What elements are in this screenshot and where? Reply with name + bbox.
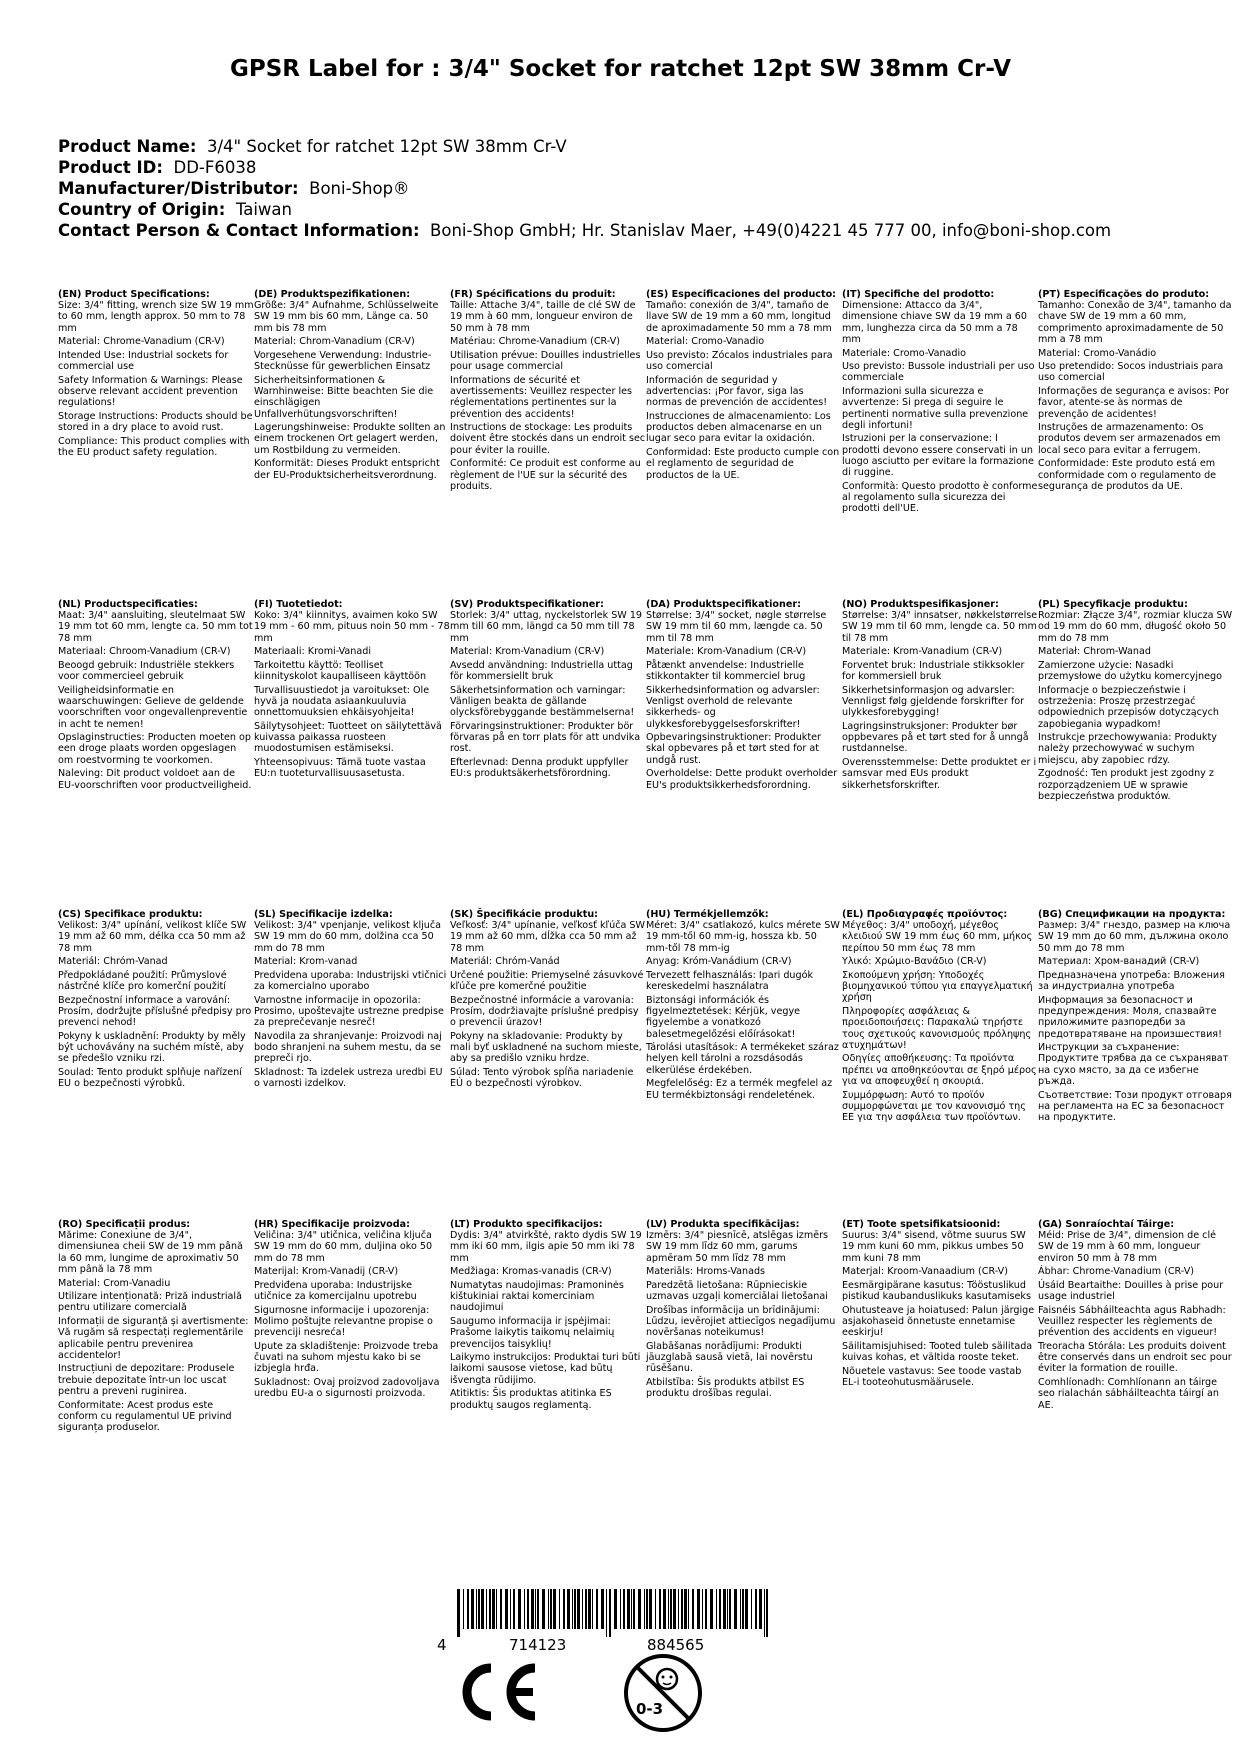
spec-paragraph: Οδηγίες αποθήκευσης: Τα προϊόντα πρέπει να αποθηκεύονται σε ξηρό μέρος για να αποφευχθεί η σκουριά. bbox=[842, 1053, 1037, 1087]
spec-paragraph: Conformidade: Este produto está em conformidade com o regulamento de segurança de produtos da UE. bbox=[1038, 458, 1217, 492]
barcode-bar bbox=[463, 1589, 464, 1629]
spec-paragraph: Πληροφορίες ασφάλειας & προειδοποιήσεις: Παρακαλώ τηρήστε τους σχετικούς κανονισμούς πρόληψης ατυχημάτων! bbox=[842, 1006, 1032, 1051]
spec-paragraph: Σκοπούμενη χρήση: Υποδοχές βιομηχανικού τύπου για επαγγελματική χρήση bbox=[842, 970, 1033, 1004]
spec-paragraph: Faisnéis Sábháilteachta agus Rabhadh: Veuillez respecter les règlements de prévention des accidents en vigueur! bbox=[1038, 1304, 1226, 1339]
spec-block-title: (CS) Specifikace produktu: bbox=[58, 909, 203, 920]
spec-paragraph: Sigurnosne informacije i upozorenja: Molimo poštujte relevantne propise o prevenciji nesreća! bbox=[254, 1304, 433, 1339]
barcode-bar bbox=[601, 1589, 604, 1629]
barcode-digits-right: 884565 bbox=[647, 1636, 705, 1654]
barcode-bar bbox=[646, 1589, 648, 1629]
spec-block-title: (NO) Produktspesifikasjoner: bbox=[842, 599, 999, 610]
spec-paragraph: Skladnost: Ta izdelek ustreza uredbi EU o varnosti izdelkov. bbox=[254, 1067, 443, 1090]
spec-paragraph: Mărime: Conexiune de 3/4", dimensiunea cheii SW de 19 mm până la 60 mm, lungime de aproximativ 50 mm până la 78 mm bbox=[58, 1230, 243, 1275]
spec-block bbox=[646, 1219, 842, 1436]
spec-paragraph: Tarkoitettu käyttö: Teolliset kiinnityskolot kaupalliseen käyttöön bbox=[254, 660, 427, 683]
spec-paragraph: Atbilstība: Šis produkts atbilst ES produktu drošības regulai. bbox=[646, 1377, 805, 1400]
spec-paragraph: Yhteensopivuus: Tämä tuote vastaa EU:n tuoteturvallisuusasetusta. bbox=[254, 757, 426, 780]
barcode-bar bbox=[751, 1589, 752, 1629]
spec-paragraph: Материал: Хром-ванадий (CR-V) bbox=[1038, 956, 1200, 968]
spec-paragraph: Conformitate: Acest produs este conform cu regulamentul UE privind siguranța produselor. bbox=[58, 1399, 232, 1433]
info-label: Product ID: bbox=[58, 158, 163, 177]
barcode-bar bbox=[659, 1589, 661, 1629]
spec-block-title: (DE) Produktspezifikationen: bbox=[254, 289, 411, 300]
spec-paragraph: Materjal: Kroom-Vanaadium (CR-V) bbox=[842, 1266, 1008, 1278]
spec-block-title: (EN) Product Specifications: bbox=[58, 289, 210, 300]
spec-paragraph: Materiál: Chróm-Vanád bbox=[450, 956, 560, 968]
spec-block-title: (SL) Specifikacije izdelka: bbox=[254, 909, 393, 920]
spec-block bbox=[646, 289, 842, 517]
spec-paragraph: Naleving: Dit product voldoet aan de EU-voorschriften voor productveiligheid. bbox=[58, 768, 252, 791]
spec-paragraph: Istruzioni per la conservazione: I prodotti devono essere conservati in un luogo asciutto per evitare la formazione di ruggine. bbox=[842, 433, 1034, 479]
barcode-bar bbox=[668, 1589, 669, 1629]
barcode-bar bbox=[609, 1589, 611, 1637]
spec-paragraph: Instrucțiuni de depozitare: Produsele trebuie depozitate într-un loc uscat pentru a preveni ruginirea. bbox=[58, 1363, 235, 1397]
spec-block-title: (ES) Especificaciones del producto: bbox=[646, 289, 837, 300]
info-country bbox=[58, 199, 1111, 220]
spec-paragraph: Συμμόρφωση: Αυτό το προϊόν συμμορφώνεται με τον κανονισμό της ΕΕ για την ασφάλεια των προϊόντων. bbox=[842, 1089, 1026, 1123]
spec-paragraph: Turvallisuustiedot ja varoitukset: Ole hyvä ja noudata asiaankuuluvia onnettomuuksien ehkäisyohjeita! bbox=[254, 684, 430, 719]
spec-paragraph: Atitiktis: Šis produktas atitinka ES produktų saugos reglamentą. bbox=[450, 1388, 612, 1411]
spec-paragraph: Предназначена употреба: Вложения за индустриална употреба bbox=[1038, 970, 1225, 993]
spec-paragraph: Velikost: 3/4" vpenjanje, velikost ključa SW 19 mm do 60 mm, dolžina cca 50 mm do 78 mm bbox=[254, 920, 442, 954]
barcode-bar bbox=[727, 1589, 728, 1629]
barcode-bar bbox=[457, 1589, 460, 1637]
spec-paragraph: Soulad: Tento produkt splňuje nařízení EU o bezpečnosti výrobků. bbox=[58, 1067, 242, 1090]
barcode-bar bbox=[766, 1589, 768, 1637]
spec-paragraph: Materiale: Krom-Vanadium (CR-V) bbox=[646, 646, 807, 658]
spec-block bbox=[254, 1219, 450, 1436]
barcode-bar bbox=[592, 1589, 593, 1629]
barcode-bar bbox=[471, 1589, 474, 1629]
barcode-bar bbox=[678, 1589, 679, 1629]
spec-block-title: (EL) Προδιαγραφές προϊόντος: bbox=[842, 909, 1008, 920]
spec-paragraph: Materiaali: Kromi-Vanadi bbox=[254, 646, 372, 658]
spec-paragraph: Instructions de stockage: Les produits doivent être stockés dans un endroit sec pour éviter la rouille. bbox=[450, 422, 646, 456]
spec-block-title: (DA) Produktspecifikationer: bbox=[646, 599, 801, 610]
spec-paragraph: Material: Chrome-Vanadium (CR-V) bbox=[58, 336, 225, 348]
barcode-bar bbox=[692, 1589, 694, 1629]
spec-row bbox=[58, 289, 1234, 517]
barcode-bar bbox=[705, 1589, 707, 1629]
barcode-bar bbox=[505, 1589, 508, 1629]
spec-paragraph: Opbevaringsinstruktioner: Produkter skal opbevares på et tørt sted for at undgå rust. bbox=[646, 732, 821, 766]
spec-block-title: (SK) Špecifikácie produktu: bbox=[450, 909, 599, 920]
spec-paragraph: Zamierzone użycie: Nasadki przemysłowe do użytku komercyjnego bbox=[1038, 660, 1222, 683]
spec-paragraph: Laikymo instrukcijos: Produktai turi būti laikomi sausose vietose, kad būtų išvengta rūdijimo. bbox=[450, 1352, 641, 1386]
spec-paragraph: Informații de siguranță și avertismente: Vă rugăm să respectați reglementările aplicabile pentru prevenirea accidentelor! bbox=[58, 1316, 249, 1361]
info-label: Contact Person & Contact Information: bbox=[58, 221, 420, 240]
spec-paragraph: Méid: Prise de 3/4", dimension de clé SW de 19 mm à 60 mm, longueur environ 50 mm à 78 mm bbox=[1038, 1230, 1217, 1264]
spec-block-title: (PT) Especificações do produto: bbox=[1038, 289, 1210, 300]
spec-paragraph: Comhlíonadh: Comhlíonann an táirge seo rialachán sábháilteachta táirgí an AE. bbox=[1038, 1377, 1219, 1411]
spec-paragraph: Úsáid Beartaithe: Douilles à prise pour usage industriel bbox=[1038, 1280, 1224, 1303]
spec-row bbox=[58, 1219, 1234, 1436]
spec-paragraph: Materijal: Krom-Vanadij (CR-V) bbox=[254, 1266, 399, 1278]
spec-paragraph: Safety Information & Warnings: Please observe relevant accident prevention regulations! bbox=[58, 374, 243, 409]
spec-block-title: (GA) Sonraíochtaí Táirge: bbox=[1038, 1219, 1175, 1230]
barcode-bar bbox=[742, 1589, 744, 1629]
spec-paragraph: Lagringsinstruksjoner: Produkter bør oppbevares på et tørt sted for å unngå rustdannelse. bbox=[842, 721, 1029, 755]
spec-paragraph: Velikost: 3/4" upínání, velikost klíče SW 19 mm až 60 mm, délka cca 50 mm až 78 mm bbox=[58, 920, 247, 954]
spec-row bbox=[58, 599, 1234, 804]
spec-paragraph: Biztonsági információk és figyelmeztetések: Kérjük, vegye figyelembe a vonatkozó balesetmegelőzési előírásokat! bbox=[646, 994, 801, 1040]
barcode-bar bbox=[644, 1589, 645, 1629]
info-product-id bbox=[58, 157, 1111, 178]
barcode-bar bbox=[476, 1589, 477, 1629]
spec-paragraph: Compliance: This product complies with the EU product safety regulation. bbox=[58, 435, 250, 459]
spec-paragraph: Pokyny na skladovanie: Produkty by mali byť uskladnené na suchom mieste, aby sa predišlo vzniku hrdze. bbox=[450, 1031, 642, 1065]
barcode-bar bbox=[719, 1589, 721, 1629]
spec-block-title: (IT) Specifiche del prodotto: bbox=[842, 289, 995, 300]
barcode-bar bbox=[663, 1589, 666, 1629]
spec-paragraph: Uso previsto: Bussole industriali per uso commerciale bbox=[842, 361, 1035, 384]
barcode-bar bbox=[531, 1589, 534, 1629]
barcode-bar bbox=[670, 1589, 672, 1629]
barcode-bar bbox=[655, 1589, 656, 1629]
spec-row bbox=[58, 909, 1234, 1126]
spec-block bbox=[646, 599, 842, 804]
spec-paragraph: Material: Cromo-Vanadio bbox=[646, 336, 765, 348]
spec-paragraph: Информация за безопасност и предупреждения: Моля, спазвайте приложимите разпоредби за предотвратяване на произшествия! bbox=[1038, 994, 1222, 1040]
spec-block-title: (RO) Specificații produs: bbox=[58, 1219, 191, 1230]
spec-paragraph: Size: 3/4" fitting, wrench size SW 19 mm to 60 mm, length approx. 50 mm to 78 mm bbox=[58, 300, 254, 334]
spec-paragraph: Veličina: 3/4" utičnica, veličina ključa SW 19 mm do 60 mm, duljina oko 50 mm do 78 mm bbox=[254, 1230, 433, 1264]
spec-paragraph: Materiál: Chróm-Vanad bbox=[58, 956, 168, 968]
spec-block-title: (LT) Produkto specifikacijos: bbox=[450, 1219, 603, 1230]
spec-paragraph: Veľkosť: 3/4" upínanie, veľkosť kľúča SW 19 mm až 60 mm, dĺžka cca 50 mm až 78 mm bbox=[450, 920, 645, 954]
spec-paragraph: Koko: 3/4" kiinnitys, avaimen koko SW 19 mm - 60 mm, pituus noin 50 mm - 78 mm bbox=[254, 610, 450, 644]
spec-paragraph: Bezpečnostné informácie a varovania: Prosím, dodržiavajte príslušné predpisy o prevencii úrazov! bbox=[450, 994, 639, 1029]
barcode-bar bbox=[537, 1589, 539, 1629]
product-info bbox=[58, 136, 1111, 241]
spec-block bbox=[450, 909, 646, 1126]
spec-paragraph: Sikkerhedsinformation og advarsler: Venligst overhold de relevante sikkerheds- og ulykkesforebyggelsesforskrifter! bbox=[646, 684, 820, 730]
barcode-bar bbox=[684, 1589, 687, 1629]
barcode-bar bbox=[510, 1589, 511, 1629]
spec-paragraph: Conformidad: Este producto cumple con el reglamento de seguridad de productos de la UE. bbox=[646, 447, 840, 481]
spec-paragraph: Paredzētā lietošana: Rūpnieciskie uzmavas uzgaļi komerciālai lietošanai bbox=[646, 1280, 828, 1303]
spec-paragraph: Beoogd gebruik: Industriële stekkers voor commercieel gebruik bbox=[58, 660, 235, 683]
barcode-bar bbox=[500, 1589, 502, 1629]
barcode-bar bbox=[759, 1589, 762, 1629]
spec-paragraph: Materiāls: Hroms-Vanads bbox=[646, 1266, 766, 1278]
barcode-bar bbox=[563, 1589, 565, 1629]
spec-paragraph: Größe: 3/4" Aufnahme, Schlüsselweite SW 19 mm bis 60 mm, Länge ca. 50 mm bis 78 mm bbox=[254, 300, 439, 334]
barcode-bar bbox=[649, 1589, 652, 1629]
info-label: Product Name: bbox=[58, 137, 197, 156]
barcode-bar bbox=[623, 1589, 625, 1629]
spec-paragraph: Størrelse: 3/4" socket, nøgle størrelse SW 19 mm til 60 mm, længde ca. 50 mm til 78 mm bbox=[646, 610, 827, 644]
barcode-bar bbox=[582, 1589, 583, 1629]
info-manufacturer bbox=[58, 178, 1111, 199]
barcode-bar bbox=[486, 1589, 487, 1629]
spec-paragraph: Predviđena uporaba: Industrijske utičnice za komercijalnu upotrebu bbox=[254, 1280, 417, 1303]
barcode-bar bbox=[633, 1589, 635, 1629]
spec-paragraph: Förvaringsinstruktioner: Produkter bör förvaras på en torr plats för att undvika rost. bbox=[450, 721, 641, 755]
spec-block-title: (ET) Toote spetsifikatsioonid: bbox=[842, 1219, 1001, 1230]
barcode-bar bbox=[574, 1589, 576, 1629]
barcode-bar bbox=[513, 1589, 515, 1629]
barcode-bar bbox=[524, 1589, 525, 1629]
barcode-bar bbox=[702, 1589, 703, 1629]
spec-block bbox=[842, 909, 1038, 1126]
spec-paragraph: Informations de sécurité et avertissements: Veuillez respecter les réglementations pertinentes sur la prévention des accidents! bbox=[450, 374, 633, 420]
spec-paragraph: Súlad: Tento výrobok spĺňa nariadenie EÚ o bezpečnosti výrobkov. bbox=[450, 1067, 634, 1090]
spec-block-title: (BG) Спецификации на продукта: bbox=[1038, 909, 1226, 920]
spec-paragraph: Určené použitie: Priemyselné zásuvkové kľúče pre komerčné použitie bbox=[450, 970, 644, 993]
spec-paragraph: Instrucciones de almacenamiento: Los productos deben almacenarse en un lugar seco para evitar la oxidación. bbox=[646, 411, 831, 445]
barcode-bar bbox=[550, 1589, 552, 1629]
info-product-name bbox=[58, 136, 1111, 157]
spec-paragraph: Rozmiar: Złącze 3/4", rozmiar klucza SW od 19 mm do 60 mm, długość około 50 mm do 78 mm bbox=[1038, 610, 1233, 644]
spec-paragraph: Materiaal: Chroom-Vanadium (CR-V) bbox=[58, 646, 231, 658]
spec-paragraph: Material: Cromo-Vanádio bbox=[1038, 347, 1157, 359]
spec-block bbox=[58, 289, 254, 517]
barcode-bar bbox=[596, 1589, 598, 1629]
spec-paragraph: Sikkerhetsinformasjon og advarsler: Vennligst følg gjeldende forskrifter for ulykkesforebygging! bbox=[842, 684, 1025, 719]
spec-paragraph: Tamaño: conexión de 3/4", tamaño de llave SW de 19 mm a 60 mm, longitud de aproximadamente 50 mm a 78 mm bbox=[646, 300, 832, 334]
info-value: Taiwan bbox=[235, 200, 292, 219]
spec-paragraph: Инструкции за съхранение: Продуктите трябва да се съхраняват на сухо място, за да се избегне ръжда. bbox=[1038, 1042, 1229, 1087]
info-value: Boni-Shop® bbox=[309, 179, 410, 198]
spec-paragraph: Předpokládané použití: Průmyslové nástrčné klíče pro komerční použití bbox=[58, 970, 227, 993]
spec-paragraph: Glabāšanas norādījumi: Produkti jāuzglabā sausā vietā, lai novērstu rūsēšanu. bbox=[646, 1341, 813, 1375]
page-title: GPSR Label for : 3/4" Socket for ratchet 12pt SW 38mm Cr-V bbox=[229, 56, 1012, 82]
spec-paragraph: Uso pretendido: Socos industriais para uso comercial bbox=[1038, 361, 1224, 384]
spec-paragraph: Instrukcje przechowywania: Produkty należy przechowywać w suchym miejscu, aby zapobiec rdzy. bbox=[1038, 732, 1217, 766]
barcode-bar bbox=[734, 1589, 737, 1629]
barcode-bars bbox=[437, 1589, 777, 1637]
spec-paragraph: Varnostne informacije in opozorila: Prosimo, upoštevajte ustrezne predpise za preprečevanje nesreč! bbox=[254, 994, 444, 1029]
barcode-bar bbox=[627, 1589, 630, 1629]
spec-paragraph: Informacje o bezpieczeństwie i ostrzeżenia: Proszę przestrzegać odpowiednich przepisów dotyczących zapobiegania wypadkom! bbox=[1038, 684, 1219, 730]
spec-paragraph: Méret: 3/4" csatlakozó, kulcs mérete SW 19 mm-től 60 mm-ig, hossza kb. 50 mm-től 78 mm-ig bbox=[646, 920, 840, 954]
spec-block bbox=[58, 599, 254, 804]
spec-paragraph: Utilisation prévue: Douilles industrielles pour usage commercial bbox=[450, 350, 641, 373]
spec-paragraph: Overholdelse: Dette produkt overholder EU's produktsikkerhedsforordning. bbox=[646, 768, 838, 791]
spec-block bbox=[842, 599, 1038, 804]
spec-paragraph: Informações de segurança e avisos: Por favor, atente-se às normas de prevenção de acidentes! bbox=[1038, 386, 1230, 420]
barcode-bar bbox=[489, 1589, 491, 1629]
spec-paragraph: Съответствие: Този продукт отговаря на регламента на ЕС за безопасност на продуктите. bbox=[1038, 1089, 1232, 1123]
spec-paragraph: Maat: 3/4" aansluiting, sleutelmaat SW 19 mm tot 60 mm, lengte ca. 50 mm tot 78 mm bbox=[58, 610, 253, 644]
spec-paragraph: Conformità: Questo prodotto è conforme al regolamento sulla sicurezza dei prodotti dell'UE. bbox=[842, 480, 1038, 515]
spec-paragraph: Størrelse: 3/4" innsatser, nøkkelstørrelse SW 19 mm til 60 mm, lengde ca. 50 mm til 78 mm bbox=[842, 610, 1038, 644]
spec-paragraph: Zgodność: Ten produkt jest zgodny z rozporządzeniem UE w sprawie bezpieczeństwa produktów. bbox=[1038, 768, 1214, 802]
spec-paragraph: Υλικό: Χρώμιο-Βανάδιο (CR-V) bbox=[842, 956, 987, 968]
spec-paragraph: Informazioni sulla sicurezza e avvertenze: Si prega di seguire le pertinenti normative sulla prevenzione degli infortuni! bbox=[842, 386, 1029, 431]
spec-paragraph: Efterlevnad: Denna produkt uppfyller EU:s produktsäkerhetsförordning. bbox=[450, 757, 629, 780]
barcode-bar bbox=[496, 1589, 497, 1629]
info-value: DD-F6038 bbox=[173, 158, 257, 177]
spec-paragraph: Sicherheitsinformationen & Warnhinweise: Bitte beachten Sie die einschlägigen Unfallverhütungsvorschriften! bbox=[254, 374, 434, 420]
barcode-bar bbox=[548, 1589, 549, 1629]
spec-paragraph: Taille: Attache 3/4", taille de clé SW de 19 mm à 60 mm, longueur environ de 50 mm à 78 mm bbox=[450, 300, 636, 334]
spec-paragraph: Ábhar: Chrome-Vanadium (CR-V) bbox=[1038, 1266, 1195, 1278]
spec-paragraph: Treoracha Stórála: Les produits doivent être conservés dans un endroit sec pour éviter la formation de rouille. bbox=[1038, 1341, 1232, 1375]
spec-paragraph: Eesmärgipärane kasutus: Tööstuslikud pistikud kaubanduslikuks kasutamiseks bbox=[842, 1280, 1031, 1303]
spec-block-title: (HU) Termékjellemzők: bbox=[646, 909, 769, 920]
spec-paragraph: Tárolási utasítások: A termékeket száraz helyen kell tárolni a rozsdásodás elkerülése érdekében. bbox=[646, 1042, 839, 1076]
barcode-bar bbox=[606, 1589, 607, 1637]
barcode-bar bbox=[559, 1589, 560, 1629]
spec-paragraph: Storage Instructions: Products should be stored in a dry place to avoid rust. bbox=[58, 411, 253, 434]
spec-paragraph: Opslaginstructies: Producten moeten op een droge plaats worden opgeslagen om roestvorming te voorkomen. bbox=[58, 732, 252, 766]
spec-block bbox=[450, 289, 646, 517]
spec-block bbox=[646, 909, 842, 1126]
barcode-bar bbox=[478, 1589, 480, 1629]
ce-mark-icon bbox=[453, 1660, 543, 1728]
spec-block bbox=[842, 1219, 1038, 1436]
spec-block bbox=[1038, 289, 1234, 517]
spec-paragraph: Materiał: Chrom-Wanad bbox=[1038, 646, 1151, 658]
spec-paragraph: Materiale: Krom-Vanadium (CR-V) bbox=[842, 646, 1003, 658]
spec-block-title: (HR) Specifikacije proizvoda: bbox=[254, 1219, 410, 1230]
barcode-bar bbox=[527, 1589, 529, 1629]
spec-paragraph: Materiale: Cromo-Vanadio bbox=[842, 347, 967, 359]
barcode-bar bbox=[518, 1589, 521, 1629]
barcode-bar bbox=[585, 1589, 587, 1629]
spec-paragraph: Suurus: 3/4" sisend, võtme suurus SW 19 mm kuni 60 mm, pikkus umbes 50 mm kuni 78 mm bbox=[842, 1230, 1026, 1264]
spec-paragraph: Drošības informācija un brīdinājumi: Lūdzu, ievērojiet attiecīgos negadījumu novēršanas noteikumus! bbox=[646, 1304, 836, 1339]
spec-paragraph: Размер: 3/4" гнездо, размер на ключа SW 19 mm до 60 mm, дължина около 50 mm до 78 mm bbox=[1038, 920, 1231, 954]
spec-paragraph: Vorgesehene Verwendung: Industrie-Stecknüsse für gewerblichen Einsatz bbox=[254, 350, 432, 373]
barcode-bar bbox=[755, 1589, 757, 1629]
barcode-bar bbox=[535, 1589, 536, 1629]
spec-block bbox=[254, 599, 450, 804]
spec-paragraph: Numatytas naudojimas: Pramoninės kištukiniai raktai komerciniam naudojimui bbox=[450, 1280, 624, 1314]
spec-block-title: (FR) Spécifications du produit: bbox=[450, 289, 616, 300]
barcode-bar bbox=[492, 1589, 495, 1629]
age-warning-text: 0-3 bbox=[636, 1700, 664, 1718]
spec-block bbox=[254, 289, 450, 517]
barcode-bar bbox=[631, 1589, 632, 1629]
spec-block bbox=[1038, 1219, 1234, 1436]
barcode-bar bbox=[553, 1589, 556, 1629]
spec-paragraph: Navodila za shranjevanje: Proizvodi naj bodo shranjeni na suhem mestu, da se prepreči rjo. bbox=[254, 1031, 442, 1065]
barcode-digit-first: 4 bbox=[437, 1636, 447, 1654]
spec-paragraph: Megfelelőség: Ez a termék megfelel az EU termékbiztonsági rendeletének. bbox=[646, 1078, 833, 1101]
spec-paragraph: Utilizare intenționată: Priză industrială pentru utilizare comercială bbox=[58, 1291, 242, 1314]
spec-paragraph: Påtænkt anvendelse: Industrielle stikkontakter til kommerciel brug bbox=[646, 660, 806, 683]
spec-block-title: (PL) Specyfikacje produktu: bbox=[1038, 599, 1188, 610]
spec-paragraph: Material: Krom-Vanadium (CR-V) bbox=[450, 646, 605, 658]
barcode-bar bbox=[467, 1589, 469, 1629]
spec-paragraph: Medžiaga: Kromas-vanadis (CR-V) bbox=[450, 1266, 612, 1278]
barcode-bar bbox=[588, 1589, 591, 1629]
barcode-digits-left: 714123 bbox=[509, 1636, 567, 1654]
barcode-bar bbox=[620, 1589, 621, 1629]
spec-paragraph: Saugumo informacija ir įspėjimai: Prašome laikytis taikomų nelaimių prevencijos taisyklių! bbox=[450, 1316, 615, 1350]
barcode-bar bbox=[697, 1589, 700, 1629]
barcode-bar bbox=[688, 1589, 689, 1629]
barcode-bar bbox=[614, 1589, 617, 1629]
spec-paragraph: Material: Krom-vanad bbox=[254, 956, 358, 968]
info-label: Country of Origin: bbox=[58, 200, 226, 219]
spec-paragraph: Upute za skladištenje: Proizvode treba čuvati na suhom mjestu kako bi se izbjegla hrđa. bbox=[254, 1341, 439, 1375]
spec-paragraph: Instruções de armazenamento: Os produtos devem ser armazenados em local seco para evitar a ferrugem. bbox=[1038, 422, 1221, 456]
spec-paragraph: Μέγεθος: 3/4" υποδοχή, μέγεθος κλειδιού SW 19 mm έως 60 mm, μήκος περίπου 50 mm έως 78 mm bbox=[842, 920, 1033, 954]
spec-block bbox=[1038, 599, 1234, 804]
barcode-bar bbox=[638, 1589, 641, 1629]
spec-block bbox=[58, 1219, 254, 1436]
spec-block bbox=[842, 289, 1038, 517]
barcode-bar bbox=[716, 1589, 717, 1629]
spec-paragraph: Izmērs: 3/4" piesnīcē, atslēgas izmērs SW 19 mm līdz 60 mm, garums apmēram 50 mm līdz 78 mm bbox=[646, 1230, 829, 1264]
info-label: Manufacturer/Distributor: bbox=[58, 179, 299, 198]
barcode-bar bbox=[673, 1589, 676, 1629]
spec-paragraph: Intended Use: Industrial sockets for commercial use bbox=[58, 350, 229, 373]
spec-block bbox=[450, 599, 646, 804]
barcode-bar bbox=[481, 1589, 484, 1629]
spec-block bbox=[1038, 909, 1234, 1126]
spec-paragraph: Dydis: 3/4" atvirkštė, rakto dydis SW 19 mm iki 60 mm, ilgis apie 50 mm iki 78 mm bbox=[450, 1230, 642, 1264]
spec-paragraph: Säilytysohjeet: Tuotteet on säilytettävä kuivassa paikassa ruosteen muodostumisen estämiseksi. bbox=[254, 721, 442, 755]
spec-paragraph: Avsedd användning: Industriella uttag för kommersiellt bruk bbox=[450, 660, 633, 683]
spec-block bbox=[450, 1219, 646, 1436]
spec-block bbox=[58, 909, 254, 1126]
barcode-bar bbox=[729, 1589, 731, 1629]
spec-paragraph: Sukladnost: Ovaj proizvod zadovoljava uredbu EU-a o sigurnosti proizvoda. bbox=[254, 1377, 440, 1400]
spec-paragraph: Información de seguridad y advertencias: ¡Por favor, siga las normas de prevención de accidentes! bbox=[646, 374, 828, 409]
spec-block-title: (NL) Productspecificaties: bbox=[58, 599, 198, 610]
barcode-bar bbox=[723, 1589, 726, 1629]
spec-block bbox=[254, 909, 450, 1126]
spec-paragraph: Lagerungshinweise: Produkte sollten an einem trockenen Ort gelagert werden, um Rostbildung zu vermeiden. bbox=[254, 422, 446, 456]
spec-block-title: (FI) Tuotetiedot: bbox=[254, 599, 343, 610]
spec-paragraph: Conformité: Ce produit est conforme au règlement de l'UE sur la sécurité des produits. bbox=[450, 458, 641, 492]
spec-paragraph: Säkerhetsinformation och varningar: Vänligen beakta de gällande olycksförebyggande bestämmelserna! bbox=[450, 684, 635, 719]
spec-paragraph: Dimensione: Attacco da 3/4", dimensione chiave SW da 19 mm a 60 mm, lunghezza circa da 50 mm a 78 mm bbox=[842, 300, 1027, 345]
barcode bbox=[437, 1589, 777, 1659]
spec-paragraph: Ohutusteave ja hoiatused: Palun järgige asjakohaseid õnnetuste ennetamise eeskirju! bbox=[842, 1304, 1035, 1339]
barcode-bar bbox=[577, 1589, 580, 1629]
info-contact bbox=[58, 220, 1111, 241]
barcode-bar bbox=[740, 1589, 741, 1629]
spec-block-title: (SV) Produktspecifikationer: bbox=[450, 599, 604, 610]
barcode-bar bbox=[710, 1589, 713, 1629]
spec-paragraph: Säilitamisjuhised: Tooted tuleb säilitada kuivas kohas, et vältida rooste teket. bbox=[842, 1341, 1033, 1364]
barcode-bar bbox=[542, 1589, 545, 1629]
spec-paragraph: Uso previsto: Zócalos industriales para uso comercial bbox=[646, 350, 833, 373]
spec-paragraph: Material: Chrom-Vanadium (CR-V) bbox=[254, 336, 415, 348]
barcode-bar bbox=[681, 1589, 683, 1629]
spec-paragraph: Veiligheidsinformatie en waarschuwingen: Gelieve de geldende voorschriften voor ongevallenpreventie in acht te nemen! bbox=[58, 684, 248, 730]
spec-paragraph: Konformität: Dieses Produkt entspricht der EU-Produktsicherheitsverordnung. bbox=[254, 458, 440, 481]
barcode-bar bbox=[572, 1589, 573, 1629]
age-warning-icon bbox=[622, 1652, 704, 1738]
spec-block-title: (LV) Produkta specifikācijas: bbox=[646, 1219, 800, 1230]
spec-paragraph: Predvidena uporaba: Industrijski vtičnici za komercialno uporabo bbox=[254, 970, 447, 993]
spec-paragraph: Matériau: Chrome-Vanadium (CR-V) bbox=[450, 336, 621, 348]
spec-paragraph: Bezpečnostní informace a varování: Prosím, dodržujte příslušné předpisy pro prevenci nehod! bbox=[58, 994, 252, 1029]
spec-paragraph: Storlek: 3/4" uttag, nyckelstorlek SW 19 mm till 60 mm, längd ca 50 mm till 78 mm bbox=[450, 610, 643, 644]
spec-paragraph: Material: Crom-Vanadiu bbox=[58, 1277, 171, 1289]
spec-paragraph: Tervezett felhasználás: Ipari dugók kereskedelmi használatra bbox=[646, 970, 814, 993]
barcode-bar bbox=[567, 1589, 570, 1629]
spec-paragraph: Anyag: Króm-Vanádium (CR-V) bbox=[646, 956, 792, 968]
spec-paragraph: Overensstemmelse: Dette produktet er i samsvar med EUs produkt sikkerhetsforskrifter. bbox=[842, 757, 1037, 791]
spec-paragraph: Tamanho: Conexão de 3/4", tamanho da chave SW de 19 mm a 60 mm, comprimento aproximadamente de 50 mm a 78 mm bbox=[1038, 300, 1232, 345]
barcode-bar bbox=[745, 1589, 748, 1629]
spec-paragraph: Pokyny k uskladnění: Produkty by měly být uchovávány na suchém místě, aby se předešlo vzniku rzi. bbox=[58, 1031, 246, 1065]
spec-paragraph: Forventet bruk: Industriale stikksokler for kommersiell bruk bbox=[842, 660, 1025, 683]
spec-paragraph: Nõuetele vastavus: See toode vastab EL-i tooteohutusmäärusele. bbox=[842, 1365, 1022, 1389]
info-value: Boni-Shop GmbH; Hr. Stanislav Maer, +49(0)4221 45 777 00, info@boni-shop.com bbox=[430, 221, 1112, 240]
barcode-bar bbox=[764, 1589, 765, 1637]
info-value: 3/4" Socket for ratchet 12pt SW 38mm Cr-V bbox=[206, 137, 567, 156]
